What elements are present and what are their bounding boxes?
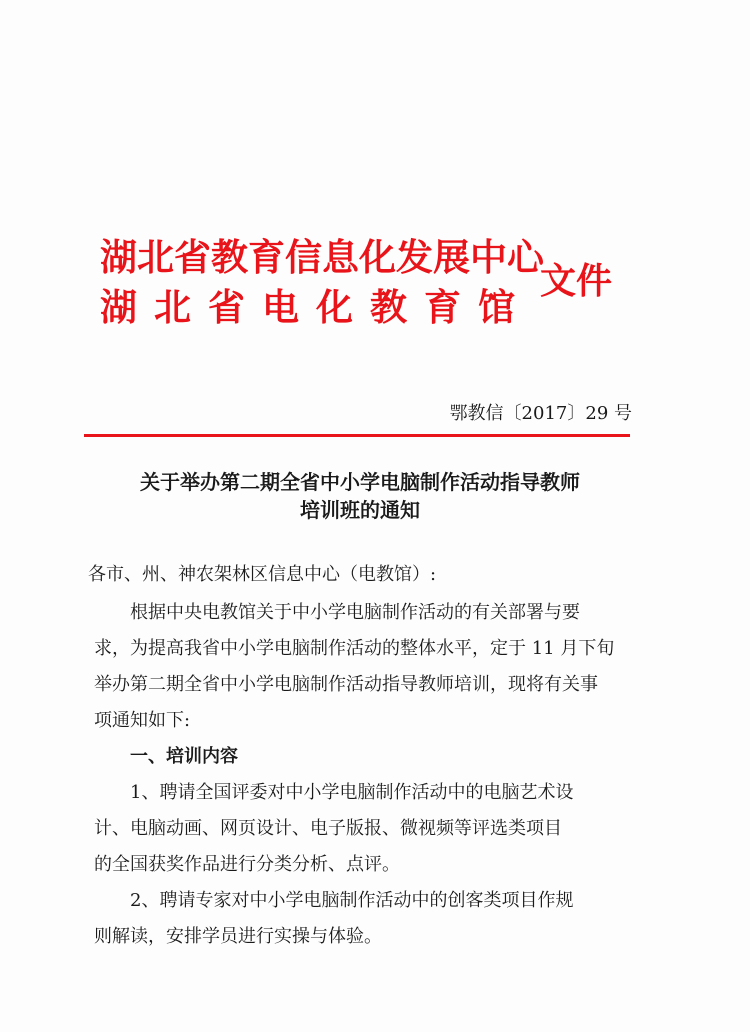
list-item-line: 则解读，安排学员进行实操与体验。 — [94, 926, 382, 947]
list-item-line: 1、聘请全国评委对中小学电脑制作活动中的电脑艺术设 — [130, 782, 574, 803]
list-item-line: 的全国获奖作品进行分类分析、点评。 — [94, 854, 400, 875]
document-number: 鄂教信〔2017〕29 号 — [449, 403, 632, 424]
paragraph-line: 根据中央电教馆关于中小学电脑制作活动的有关部署与要 — [130, 602, 580, 623]
issuing-org-line-1: 湖北省教育信息化发展中心 — [100, 236, 544, 279]
paragraph-line: 举办第二期全省中小学电脑制作活动指导教师培训，现将有关事 — [94, 674, 598, 695]
red-divider-line — [84, 434, 630, 437]
document-type-label: 文件 — [540, 261, 613, 302]
notice-title-line-1: 关于举办第二期全省中小学电脑制作活动指导教师 — [140, 470, 580, 494]
issuing-org-line-2: 湖北省电化教育馆 — [100, 286, 532, 329]
list-item-line: 2、聘请专家对中小学电脑制作活动中的创客类项目作规 — [130, 890, 574, 911]
paragraph-line: 项通知如下: — [94, 710, 191, 731]
list-item-line: 计、电脑动画、网页设计、电子版报、微视频等评选类项目 — [94, 818, 562, 839]
section-heading: 一、培训内容 — [130, 746, 238, 767]
salutation: 各市、州、神农架林区信息中心（电教馆）: — [88, 564, 437, 585]
paragraph-line: 求，为提高我省中小学电脑制作活动的整体水平，定于 11 月下旬 — [94, 638, 615, 659]
notice-title-line-2: 培训班的通知 — [300, 498, 420, 522]
